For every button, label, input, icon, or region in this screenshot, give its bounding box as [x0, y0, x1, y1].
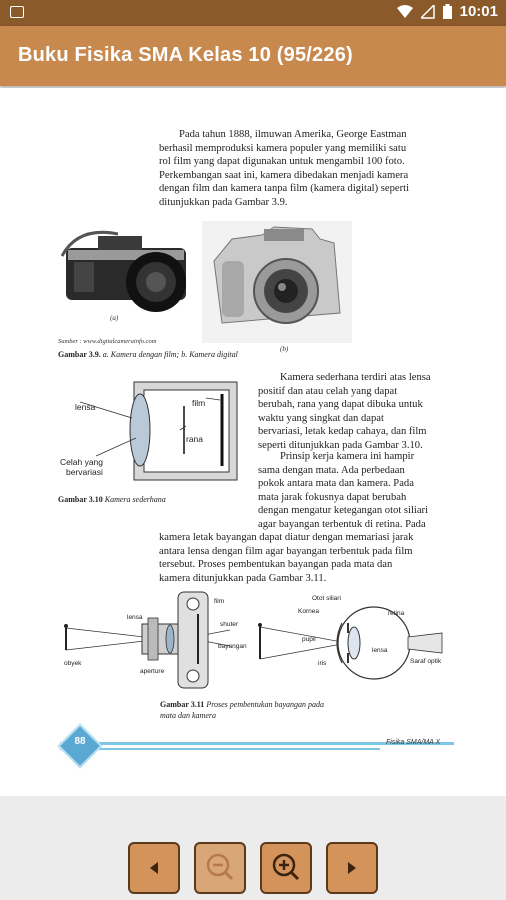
fig-3-11-caption-text-2: mata dan kamera	[160, 711, 216, 720]
fig-3-11-caption-text: Proses pembentukan bayangan pada	[206, 700, 324, 709]
fig-3-11-label-film: film	[214, 598, 225, 605]
paragraph-3	[258, 450, 451, 532]
para3-line: sama dengan mata. Ada perbedaan	[258, 464, 405, 476]
fig-3-11-label-bayangan: bayangan	[218, 643, 247, 650]
fig-3-11-label-aperture: aperture	[140, 668, 165, 675]
para2-line: bervariasi, letak kedap cahaya, dan film	[258, 426, 427, 438]
para3-line: Prinsip kerja kamera ini hampir	[280, 451, 415, 462]
fig-3-10-label-film: film	[192, 398, 206, 408]
status-bar	[0, 0, 506, 26]
page-title: Buku Fisika SMA Kelas 10 (95/226)	[18, 44, 353, 66]
para3-line: agar bayangan terbentuk di retina. Pada	[258, 518, 426, 530]
para1-line: Perkembangan saat ini, kamera dibedakan menjadi kamera	[159, 169, 409, 181]
zoom-in-button[interactable]	[260, 842, 312, 894]
para2-line: seperti ditunjukkan pada Gambar 3.10.	[258, 439, 423, 451]
para1-line: dengan film dan kamera tanpa film (kamera digital) seperti	[159, 183, 410, 195]
para1-line: ditunjukkan pada Gambar 3.9.	[159, 196, 288, 208]
fig-3-11-label-lensa: lensa	[127, 614, 143, 621]
para3-line: dengan mengatur ketegangan otot siliari	[258, 505, 429, 517]
footer-line-thin	[60, 748, 380, 750]
fig-3-10-label-lensa: lensa	[75, 402, 96, 412]
fig-3-11-label-pupil: pupil	[302, 636, 316, 643]
para3-line: kamera letak bayangan dapat diatur dengan memariasi jarak	[159, 532, 414, 543]
app-bar	[0, 26, 506, 86]
fig-3-10-caption	[58, 495, 166, 504]
fig-3-10-caption-number: Gambar 3.10	[58, 495, 103, 504]
fig-3-9-label-b: (b)	[280, 345, 289, 353]
zoom-out-icon	[196, 844, 244, 892]
fig-3-11-label-retina: retina	[388, 610, 405, 617]
image-notification-icon	[10, 6, 24, 18]
paragraph-1	[159, 128, 451, 210]
signal-icon	[421, 5, 435, 19]
para2-line: Kamera sederhana terdiri atas lensa	[280, 372, 431, 383]
fig-3-9-source: Sumber : www.digitalcamerainfo.com	[58, 338, 157, 345]
para2-line: positif dan atau celah yang dapat	[258, 385, 398, 397]
fig-3-11-label-iris: iris	[318, 660, 327, 667]
para3-line: kamera ditunjukkan pada Gambar 3.11.	[159, 572, 327, 584]
previous-page-button[interactable]	[128, 842, 180, 894]
para2-line: berubah, rana yang dapat dibuka untuk	[258, 399, 423, 411]
para2-line: waktu yang singkat dan dapat	[258, 412, 384, 424]
fig-3-11-label-saraf: Saraf optik	[410, 658, 442, 665]
eye-image-formation-diagram	[252, 593, 452, 693]
page-number: 88	[74, 736, 86, 747]
chevron-left-icon	[130, 844, 178, 892]
fig-3-10-label-celah: Celah yang	[60, 457, 104, 467]
chevron-right-icon	[328, 844, 376, 892]
zoom-in-icon	[262, 844, 310, 892]
zoom-out-button[interactable]	[194, 842, 246, 894]
next-page-button[interactable]	[326, 842, 378, 894]
footer-book-title: Fisika SMA/MA X	[386, 739, 441, 746]
fig-3-11-label-otot: Otot siliari	[312, 595, 341, 602]
fig-3-11-label-kornea: Kornea	[298, 608, 319, 615]
para3-line: mata jarak fokusnya dapat berubah	[258, 491, 407, 503]
para1-line: berhasil memproduksi kamera populer yang memiliki satu	[159, 142, 407, 154]
fig-3-9-caption-text: a. Kamera dengan film; b. Kamera digital	[102, 350, 238, 359]
book-page[interactable]	[0, 88, 506, 796]
fig-3-11-caption-number: Gambar 3.11	[160, 700, 205, 709]
fig-3-9-caption	[58, 350, 238, 359]
fig-3-9-label-a: (a)	[110, 314, 119, 322]
para3-line: tersebut. Proses pembentukan bayangan pada mata dan	[159, 559, 393, 571]
fig-3-11-label-obyek: obyek	[64, 660, 82, 667]
fig-3-10-label-celah2: bervariasi	[66, 467, 103, 477]
fig-3-11-label-shuter: shuter	[220, 621, 239, 628]
paragraph-2	[258, 371, 451, 453]
fig-3-10-label-rana: rana	[186, 434, 204, 444]
digital-camera-image	[202, 221, 352, 343]
wifi-icon	[397, 5, 413, 19]
para1-line: rol film yang dapat digunakan untuk mengambil 100 foto.	[159, 156, 405, 168]
para3-line: antara lensa dengan film agar bayangan terbentuk pada film	[159, 545, 413, 557]
fig-3-10-caption-text: Kamera sederhana	[104, 495, 166, 504]
para1-line: Pada tahun 1888, ilmuwan Amerika, George Eastman	[179, 129, 407, 140]
clock: 10:01	[459, 3, 498, 20]
film-camera-image	[58, 226, 200, 318]
paragraph-3-wide	[159, 531, 451, 585]
para3-line: pokok antara mata dan kamera. Pada	[258, 478, 414, 490]
battery-icon	[443, 4, 452, 19]
bottom-toolbar	[0, 796, 506, 900]
fig-3-11-caption	[160, 699, 324, 721]
fig-3-11-label-lensa2: lensa	[372, 647, 388, 654]
fig-3-9-caption-number: Gambar 3.9.	[58, 350, 101, 359]
